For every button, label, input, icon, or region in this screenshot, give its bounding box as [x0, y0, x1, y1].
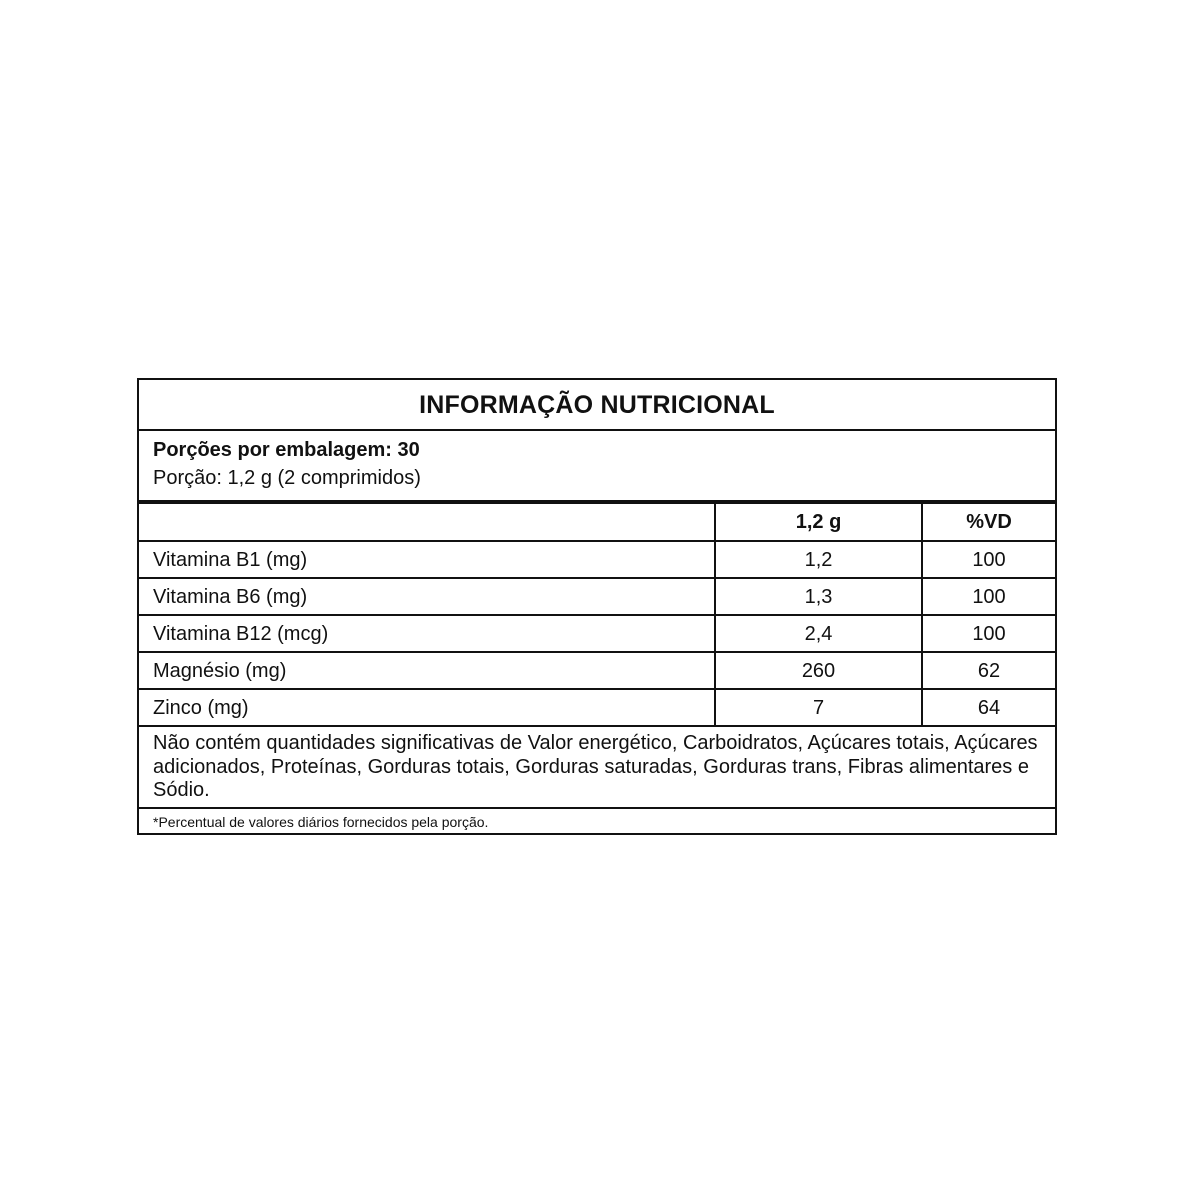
table-row	[139, 615, 1055, 652]
daily-value-footnote: *Percentual de valores diários fornecidos pela porção.	[153, 814, 489, 830]
insignificant-amounts-note: Não contém quantidades significativas de Valor energético, Carboidratos, Açúcares totais, Açúcares adicionados, Proteínas, Gorduras totais, Gorduras saturadas, Gorduras trans, Fibras alimentares e Sódio.	[139, 726, 1055, 809]
nutrient-quantity: 260	[715, 652, 922, 689]
servings-per-package: Porções por embalagem: 30	[153, 439, 420, 461]
nutrient-daily-value: 100	[922, 541, 1055, 578]
table-row	[139, 578, 1055, 615]
nutrient-quantity: 1,3	[715, 578, 922, 615]
nutrition-facts-panel	[137, 378, 1057, 835]
serving-size: Porção: 1,2 g (2 comprimidos)	[153, 467, 421, 489]
table-row	[139, 652, 1055, 689]
nutrient-daily-value: 100	[922, 615, 1055, 652]
nutrient-quantity: 2,4	[715, 615, 922, 652]
table-row	[139, 541, 1055, 578]
nutrient-name: Vitamina B12 (mcg)	[153, 622, 329, 645]
nutrient-quantity: 1,2	[715, 541, 922, 578]
table-row	[139, 689, 1055, 726]
table-header-row	[139, 504, 1055, 541]
nutrient-table	[139, 504, 1055, 727]
nutrient-name: Vitamina B6 (mg)	[153, 585, 308, 608]
nutrient-name: Magnésio (mg)	[153, 659, 287, 682]
nutrient-daily-value: 64	[922, 689, 1055, 726]
nutrient-quantity: 7	[715, 689, 922, 726]
nutrient-name: Zinco (mg)	[153, 696, 249, 719]
serving-info	[139, 431, 1055, 504]
column-header-daily-value: %VD	[922, 504, 1055, 541]
column-header-name	[139, 504, 715, 541]
nutrient-daily-value: 100	[922, 578, 1055, 615]
column-header-quantity: 1,2 g	[715, 504, 922, 541]
nutrient-daily-value: 62	[922, 652, 1055, 689]
nutrition-title: INFORMAÇÃO NUTRICIONAL	[139, 380, 1055, 431]
nutrient-name: Vitamina B1 (mg)	[153, 548, 308, 571]
